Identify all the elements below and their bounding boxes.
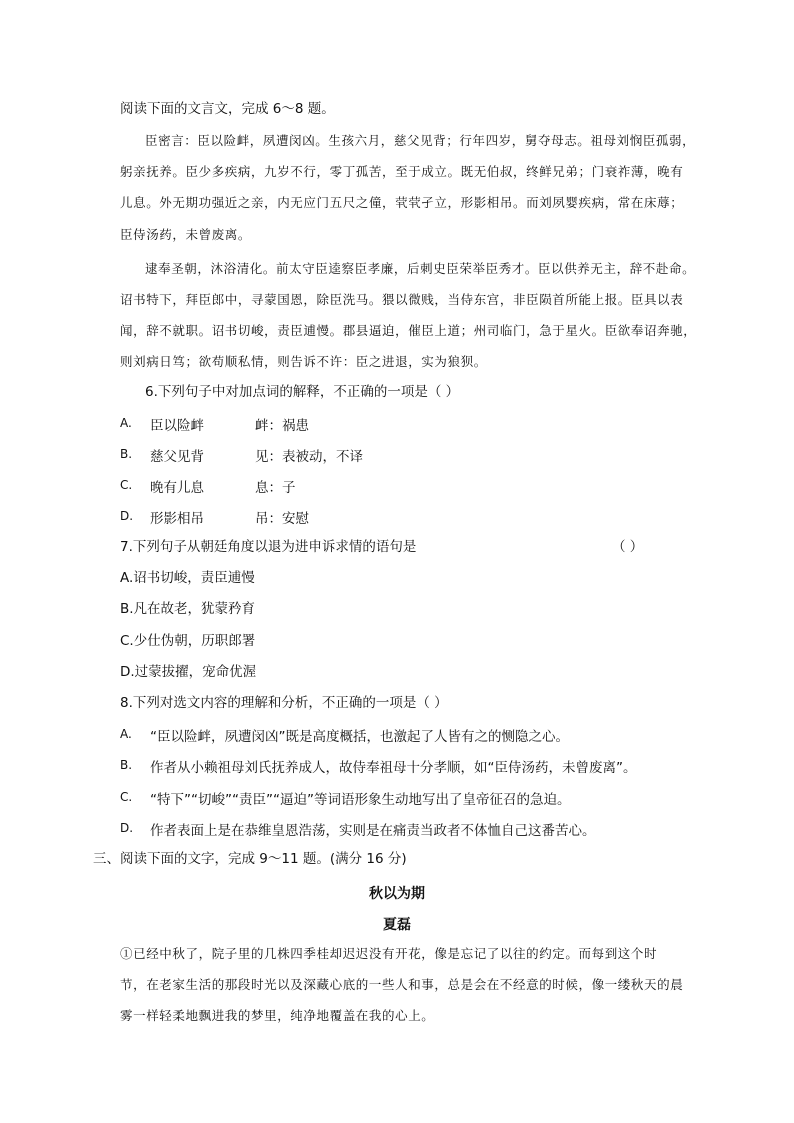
- option-sentence: 晚有儿息: [150, 480, 204, 496]
- option-sentence: 形影相吊: [150, 511, 204, 527]
- article-title: 秋以为期: [369, 886, 425, 902]
- passage-line: 闻，辞不就职。诏书切峻，责臣逋慢。郡县逼迫，催臣上道；州司临门，急于星火。臣欲奉诏奔驰，: [120, 323, 697, 338]
- reading-instruction: 阅读下面的文言文，完成 6～8 题。: [120, 101, 335, 117]
- passage-line: 则刘病日笃；欲苟顺私情，则告诉不许：臣之进退，实为狼狈。: [120, 354, 487, 369]
- option-letter: D.: [120, 509, 134, 523]
- passage-line: 逮奉圣朝，沐浴清化。前太守臣逵察臣孝廉，后刺史臣荣举臣秀才。臣以供养无主，辞不赴命。: [145, 261, 696, 276]
- option-sentence: 慈父见背: [150, 449, 204, 465]
- option-gloss: 吊：安慰: [255, 511, 309, 527]
- article-author: 夏磊: [383, 917, 411, 933]
- option-text: B.凡在故老，犹蒙矜育: [120, 601, 256, 617]
- option-letter: C.: [120, 478, 133, 492]
- passage-line: 臣密言：臣以险衅，夙遭闵凶。生孩六月，慈父见背；行年四岁，舅夺母志。祖母刘悯臣孤弱，: [145, 133, 696, 148]
- question-stem: 6.下列句子中对加点词的解释，不正确的一项是（ ）: [145, 384, 460, 400]
- option-text: C.少仕伪朝，历职郎署: [120, 633, 256, 649]
- option-sentence: 臣以险衅: [150, 418, 204, 434]
- option-letter: B.: [120, 447, 133, 461]
- article-line: 雾一样轻柔地飘进我的梦里，纯净地覆盖在我的心上。: [120, 1008, 435, 1023]
- option-gloss: 衅：祸患: [255, 418, 309, 434]
- section-three-heading: 三、阅读下面的文字，完成 9～11 题。(满分 16 分): [93, 851, 407, 867]
- option-gloss: 见：表被动，不译: [255, 449, 363, 465]
- option-text: “臣以险衅，夙遭闵凶”既是高度概括，也激起了人皆有之的恻隐之心。: [150, 729, 569, 745]
- question-stem: 8.下列对选文内容的理解和分析，不正确的一项是（ ）: [120, 695, 448, 711]
- passage-line: 臣侍汤药，未曾废离。: [120, 227, 252, 242]
- option-letter: C.: [120, 790, 133, 804]
- option-text: 作者表面上是在恭维皇恩浩荡，实则是在痛责当政者不体恤自己这番苦心。: [150, 823, 596, 839]
- article-line: ①已经中秋了，院子里的几株四季桂却迟迟没有开花，像是忘记了以往的约定。而每到这个时: [120, 946, 658, 961]
- option-text: 作者从小赖祖母刘氏抚养成人，故侍奉祖母十分孝顺，如“臣侍汤药，未曾废离”。: [150, 760, 637, 776]
- question-stem: 7.下列句子从朝廷角度以退为进申诉求情的语句是: [120, 539, 417, 555]
- option-gloss: 息：子: [255, 480, 296, 496]
- article-line: 节，在老家生活的那段时光以及深藏心底的一些人和事，总是会在不经意的时候，像一缕秋天的晨: [120, 977, 684, 992]
- option-letter: A.: [120, 727, 132, 741]
- passage-line: 儿息。外无期功强近之亲，内无应门五尺之僮，茕茕孑立，形影相吊。而刘夙婴疾病，常在床蓐；: [120, 195, 684, 210]
- option-letter: B.: [120, 758, 133, 772]
- option-letter: D.: [120, 821, 134, 835]
- option-text: A.诏书切峻，责臣逋慢: [120, 570, 255, 586]
- option-text: D.过蒙拔擢，宠命优渥: [120, 664, 257, 680]
- passage-line: 诏书特下，拜臣郎中，寻蒙国恩，除臣洗马。猥以微贱，当侍东宫，非臣陨首所能上报。臣具以表: [120, 292, 684, 307]
- passage-line: 躬亲抚养。臣少多疾病，九岁不行，零丁孤苦，至于成立。既无伯叔，终鲜兄弟；门衰祚薄，晚有: [120, 164, 684, 179]
- option-letter: A.: [120, 416, 132, 430]
- option-text: “特下”“切峻”“责臣”“逼迫”等词语形象生动地写出了皇帝征召的急迫。: [150, 792, 571, 808]
- answer-parentheses: （ ）: [612, 539, 644, 555]
